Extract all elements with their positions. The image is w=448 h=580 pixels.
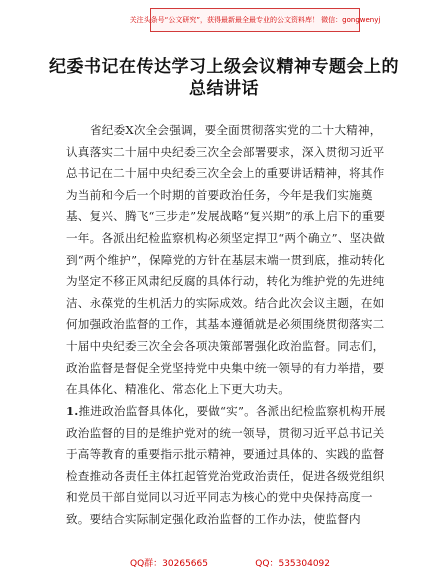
body-paragraph-2-text: 推进政治监督具体化，要做“实”。各派出纪检监察机构开展政治监督的目的是维护党对的统一领导，贯彻习近平总书记关于高等教育的重要指示批示精神，要通过具体的、实践的监督检查推动各责任主体扛起管党治党政治责任，促进各级党组织和党员干部自觉同以习近平同志为核心的党中央保持高度一致。要结合实际制定强化政治监督的工作办法，使监督内 [66, 404, 386, 526]
footer-qq: QQ：535304092 [255, 558, 330, 569]
promo-banner-text: 关注头条号“公文研究”，获得最新最全最专业的公文资料库！ 微信：gongwenyj [129, 16, 381, 24]
document-title-line1: 纪委书记在传达学习上级会议精神专题会上的 [49, 57, 399, 77]
section-number: 1. [66, 404, 79, 418]
body-paragraph-2 [66, 401, 388, 531]
body-paragraph-1: 省纪委X次全会强调，要全面贯彻落实党的二十大精神，认真落实二十届中央纪委三次全会部署要求，深入贯彻习近平总书记在二十届中央纪委三次全会上的重要讲话精神，将其作为当前和今后一个时期的首要政治任务，今年是我们实施奠基、复兴、腾飞“三步走”发展战略“复兴期”的承上启下的重要一年。各派出纪检监察机构必须坚定捍卫“两个确立”、坚决做到“两个维护”，保障党的方针在基层末端一贯到底，推动转化为坚定不移正风肃纪反腐的具体行动，转化为维护党的先进纯洁、永葆党的生机活力的实际成效。结合此次会议主题，在如何加强政治监督的工作，其基本遵循就是必须围绕贯彻落实二十届中央纪委三次全会各项决策部署强化政治监督。同志们，政治监督是督促全党坚持党中央集中统一领导的有力举措，要在具体化、精准化、常态化上下更大功夫。 [66, 123, 386, 397]
document-title-line2: 总结讲话 [189, 79, 259, 99]
footer-contacts [130, 554, 330, 570]
promo-banner [129, 8, 381, 32]
footer-qq-group: QQ群：30265665 [130, 558, 208, 569]
